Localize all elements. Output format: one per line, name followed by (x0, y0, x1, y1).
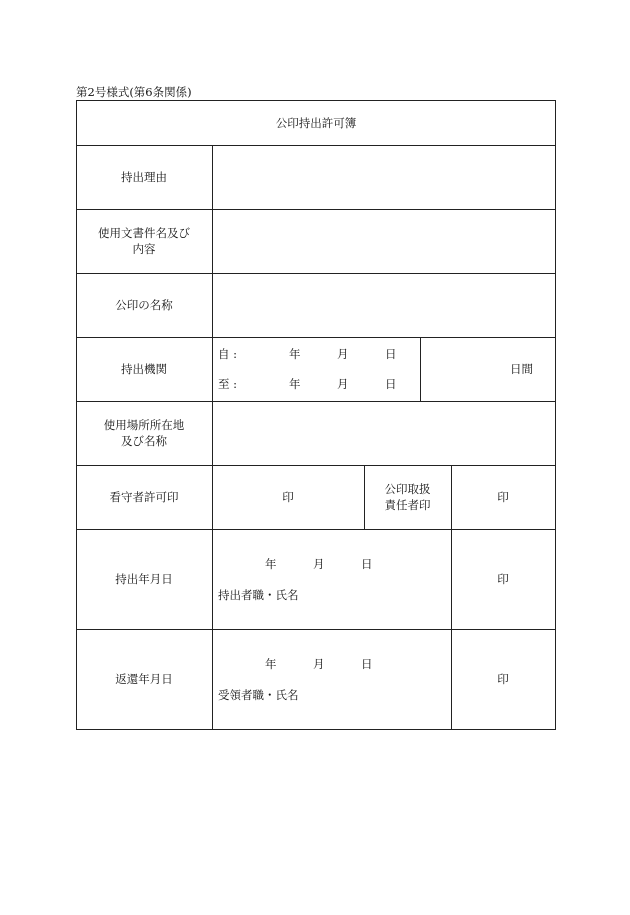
manager-seal-label (364, 465, 451, 529)
guardian-seal-mark: 印 (282, 490, 294, 504)
manager-seal-label-line1: 公印取扱 (384, 482, 431, 496)
period-days-label: 日間 (510, 362, 533, 376)
return-seal-mark: 印 (497, 672, 509, 686)
table-rule (555, 100, 556, 730)
takeout-seal-mark: 印 (497, 572, 509, 586)
return-year: 年 (265, 657, 277, 671)
period-to-year: 年 (289, 377, 301, 391)
takeout-person-label: 持出者職・氏名 (218, 588, 299, 602)
takeout-month: 月 (313, 557, 325, 571)
form-number-label: 第2号様式(第6条関係) (76, 85, 192, 99)
label-document-name (76, 209, 212, 273)
return-month: 月 (313, 657, 325, 671)
label-guardian-seal: 看守者許可印 (109, 490, 179, 504)
label-reason: 持出理由 (121, 170, 167, 184)
receiver-person-label: 受領者職・氏名 (218, 688, 299, 702)
manager-seal-mark: 印 (497, 490, 509, 504)
label-document-name-line2: 内容 (132, 242, 156, 256)
period-to-label: 至 : (218, 377, 238, 391)
period-to-day: 日 (385, 377, 397, 391)
period-from-label: 自 : (218, 347, 238, 361)
period-from-year: 年 (289, 347, 301, 361)
table-rule (212, 145, 213, 730)
label-takeout-date: 持出年月日 (115, 572, 173, 586)
label-return-date: 返還年月日 (115, 672, 173, 686)
label-period: 持出機関 (121, 362, 167, 376)
period-to-month: 月 (337, 377, 349, 391)
takeout-day: 日 (361, 557, 373, 571)
takeout-year: 年 (265, 557, 277, 571)
period-from-day: 日 (385, 347, 397, 361)
manager-seal-label-line2: 責任者印 (384, 498, 431, 512)
label-location (76, 401, 212, 465)
period-from-month: 月 (337, 347, 349, 361)
label-document-name-line1: 使用文書件名及び (98, 226, 190, 240)
table-title: 公印持出許可簿 (275, 115, 357, 130)
label-location-line1: 使用場所所在地 (103, 418, 185, 432)
label-location-line2: 及び名称 (121, 434, 167, 448)
return-day: 日 (361, 657, 373, 671)
label-seal-name: 公印の名称 (115, 298, 173, 312)
table-rule (76, 729, 556, 730)
table-rule (420, 337, 421, 401)
